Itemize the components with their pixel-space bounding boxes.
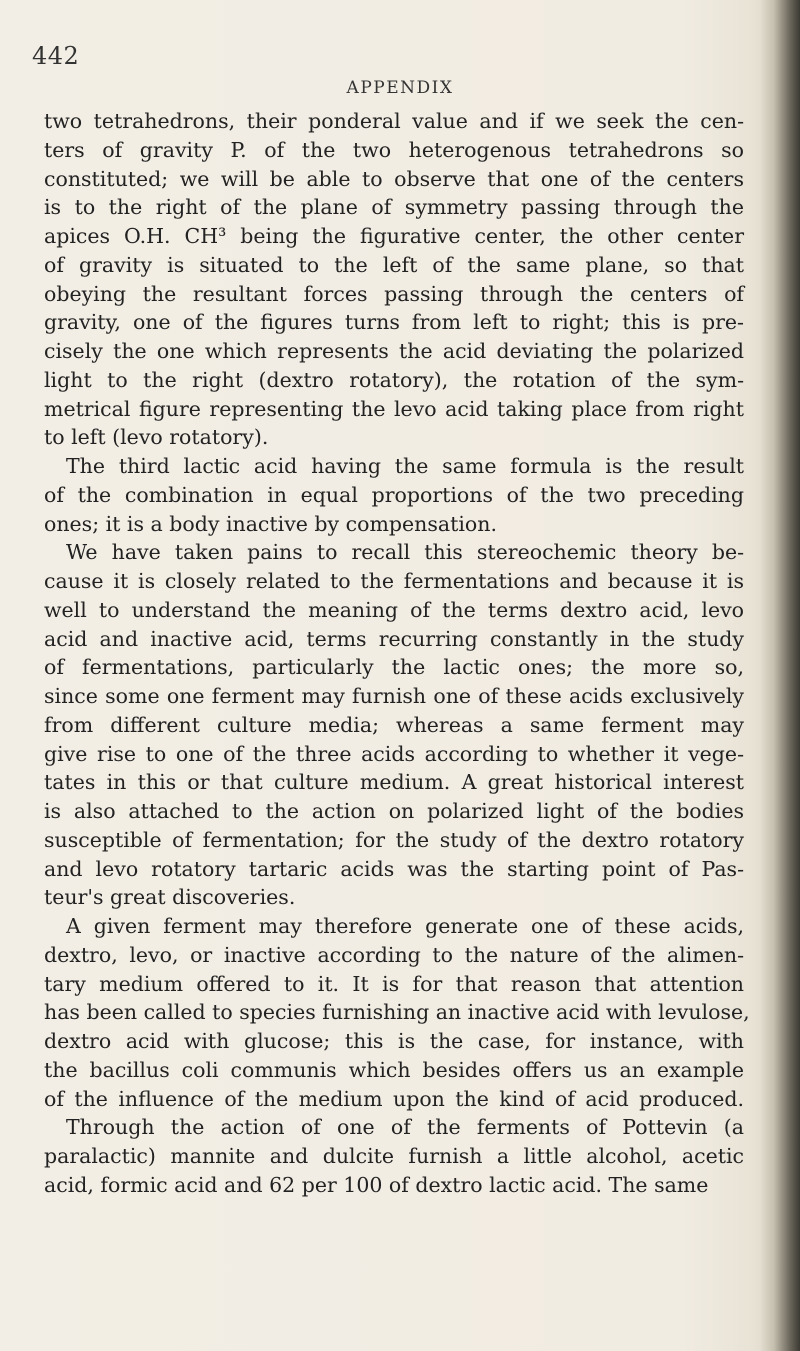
text-line: acid and inactive acid, terms recurring constantly in the study xyxy=(44,626,744,651)
text-line: ters of gravity P. of the two heterogenous tetrahedrons so xyxy=(44,137,744,162)
running-head: APPENDIX xyxy=(346,78,454,98)
text-line: the bacillus coli communis which besides offers us an example xyxy=(44,1057,744,1082)
text-line: gravity, one of the figures turns from left to right; this is pre- xyxy=(44,310,744,335)
text-line: is also attached to the action on polarized light of the bodies xyxy=(44,799,744,823)
text-line: A given ferment may therefore generate one of these acids, xyxy=(66,914,744,938)
text-line: susceptible of fermentation; for the study of the dextro rotatory xyxy=(44,827,744,852)
text-line: dextro acid with glucose; this is the case, for instance, with xyxy=(44,1029,744,1053)
text-line: since some one ferment may furnish one of these acids exclusively xyxy=(44,684,744,708)
text-line: of gravity is situated to the left of the same plane, so that xyxy=(44,252,744,277)
text-line: from different culture media; whereas a same ferment may xyxy=(44,712,744,737)
text-line: Through the action of one of the ferments of Pottevin (a xyxy=(66,1115,744,1140)
text-line: tates in this or that culture medium. A great historical interest xyxy=(44,770,744,795)
page-number: 442 xyxy=(32,42,80,70)
text-line: tary medium offered to it. It is for that reason that attention xyxy=(44,971,744,996)
text-line: metrical figure representing the levo acid taking place from right xyxy=(44,396,744,421)
text-line: to left (levo rotatory). xyxy=(44,425,269,450)
text-line: acid, formic acid and 62 per 100 of dextro lactic acid. The same xyxy=(44,1172,709,1197)
text-line: ones; it is a body inactive by compensation. xyxy=(44,511,497,536)
text-line: apices O.H. CH³ being the figurative center, the other center xyxy=(44,224,744,248)
text-line: and levo rotatory tartaric acids was the starting point of Pas- xyxy=(44,856,744,881)
body-text xyxy=(44,107,750,1200)
text-line: is to the right of the plane of symmetry passing through the xyxy=(44,195,744,220)
text-line: dextro, levo, or inactive according to the nature of the alimen- xyxy=(44,942,744,967)
text-line: cisely the one which represents the acid deviating the polarized xyxy=(44,339,744,363)
text-line: teur's great discoveries. xyxy=(44,885,296,910)
text-line: has been called to species furnishing an inactive acid with levulose, xyxy=(44,1000,750,1025)
text-line: paralactic) mannite and dulcite furnish a little alcohol, acetic xyxy=(44,1144,744,1168)
text-line: two tetrahedrons, their ponderal value and if we seek the cen- xyxy=(44,109,744,133)
text-line: The third lactic acid having the same formula is the result xyxy=(66,454,744,478)
text-line: light to the right (dextro rotatory), the rotation of the sym- xyxy=(44,367,744,392)
text-line: cause it is closely related to the fermentations and because it is xyxy=(44,569,744,593)
text-line: of fermentations, particularly the lactic ones; the more so, xyxy=(44,655,744,680)
text-line: obeying the resultant forces passing through the centers of xyxy=(44,281,744,306)
text-line: constituted; we will be able to observe that one of the centers xyxy=(44,166,744,191)
text-line: give rise to one of the three acids according to whether it vege- xyxy=(44,741,744,766)
page-edge-shadow xyxy=(760,0,800,1351)
text-line: of the combination in equal proportions of the two preceding xyxy=(44,482,744,507)
text-line: of the influence of the medium upon the kind of acid produced. xyxy=(44,1086,744,1111)
text-line: well to understand the meaning of the terms dextro acid, levo xyxy=(44,597,744,622)
text-line: We have taken pains to recall this stereochemic theory be- xyxy=(66,540,744,565)
